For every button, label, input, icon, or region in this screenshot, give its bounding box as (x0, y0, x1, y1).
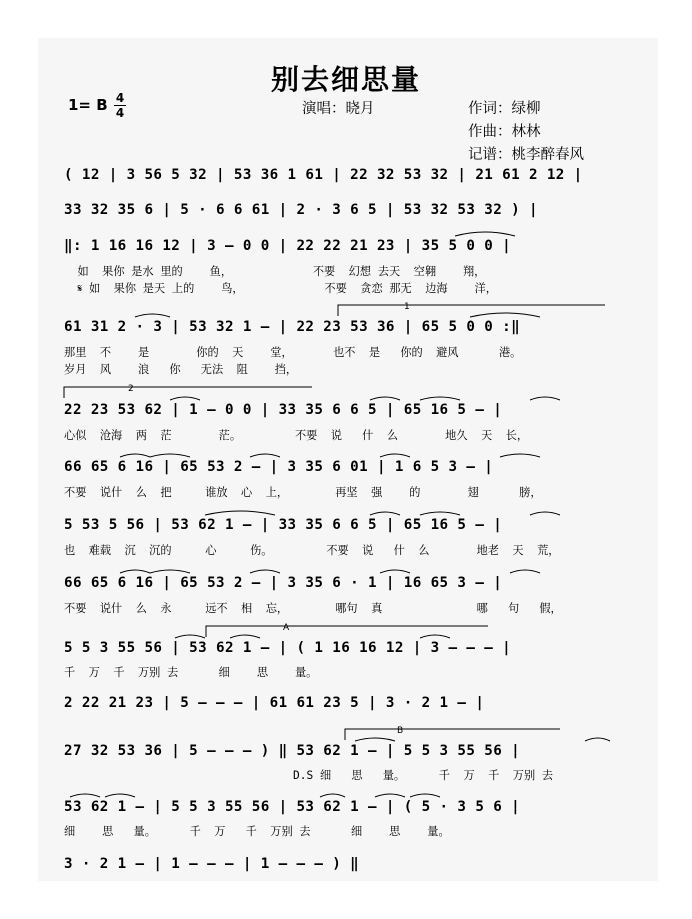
volta-1-bracket (338, 305, 605, 316)
slur-mark (105, 794, 135, 797)
lyric-line-12: 细 思 量。 千 万 千 万别 去 细 思 量。 (64, 825, 450, 838)
music-line-4: 61 31 2 · 3 | 53 32 1 – | 22 23 53 36 | 65 5 0 0 :‖ (64, 319, 521, 335)
transcriber-credit: 记谱：桃李醉春风 (468, 147, 584, 163)
slur-mark (150, 454, 190, 457)
music-line-2: 33 32 35 6 | 5 · 6 6 61 | 2 · 3 6 5 | 53 32 53 32 ) | (64, 202, 538, 218)
section-a-label: A (283, 623, 290, 633)
slur-mark (355, 738, 395, 741)
lyricist-credit: 作词：绿柳 (468, 101, 541, 117)
slur-mark (320, 794, 345, 797)
music-line-9: 5 5 3 55 56 | 53 62 1 – | ( 1 16 16 12 | 3 – – – | (64, 640, 512, 656)
volta-2-label: 2 (128, 384, 134, 394)
music-line-12: 53 62 1 – | 5 5 3 55 56 | 53 62 1 – | ( 5 · 3 5 6 | (64, 799, 521, 815)
slur-mark (230, 635, 260, 638)
slur-mark (120, 454, 150, 457)
slur-mark (530, 512, 560, 515)
time-signature-bottom: 4 (115, 106, 125, 120)
lyric-line-11: D.S 细 思 量。 千 万 千 万别 去 (64, 769, 554, 782)
music-line-11: 27 32 53 36 | 5 – – – ) ‖ 53 62 1 – | 5 5 3 55 56 | (64, 743, 521, 759)
composer-credit: 作曲：林林 (468, 124, 541, 140)
volta-2-bracket (64, 387, 312, 398)
slur-mark (510, 570, 540, 573)
lyric-line-6: 不要 说什 么 把 谁放 心 上， 再坚 强 的 翅 膀， (64, 486, 542, 499)
slur-mark (250, 454, 280, 457)
volta-1-label: 1 (404, 302, 410, 312)
lyric-line-8: 不要 说什 么 永 远不 相 忘， 哪句 真 哪 句 假， (64, 602, 562, 615)
music-line-8: 66 65 6 16 | 65 53 2 – | 3 35 6 · 1 | 16 65 3 – | (64, 575, 503, 591)
singer-credit: 演唱：晓月 (302, 101, 375, 117)
slur-mark (410, 794, 440, 797)
slur-mark (150, 570, 190, 573)
music-line-1: ( 12 | 3 56 5 32 | 53 36 1 61 | 22 32 53 32 | 21 61 2 12 | (64, 167, 583, 183)
slur-mark (250, 570, 280, 573)
lyric-line-9: 千 万 千 万别 去 细 思 量。 (64, 666, 318, 679)
slur-mark (375, 794, 405, 797)
slur-mark (500, 454, 540, 457)
music-line-7: 5 53 5 56 | 53 62 1 – | 33 35 6 6 5 | 65 16 5 – | (64, 517, 503, 533)
slur-mark (120, 570, 150, 573)
slur-mark (205, 511, 275, 515)
slur-mark (380, 570, 410, 573)
slur-mark (455, 232, 515, 236)
music-line-6: 66 65 6 16 | 65 53 2 – | 3 35 6 01 | 1 6 5 3 – | (64, 459, 494, 475)
slur-mark (420, 512, 460, 515)
section-b-label: B (397, 726, 404, 736)
slur-mark (420, 635, 450, 638)
lyric-line-5: 心似 沧海 两 茫 茫。 不要 说 什 么 地久 天 长， (64, 429, 529, 442)
slur-mark (585, 738, 610, 741)
music-line-10: 2 22 21 23 | 5 – – – | 61 61 23 5 | 3 · 2 1 – | (64, 695, 485, 711)
slur-mark (370, 512, 400, 515)
slur-mark (70, 794, 100, 797)
lyric-line-4-2: 岁月 风 浪 你 无法 阻 挡， (64, 363, 298, 376)
slur-mark (135, 314, 170, 317)
key-signature: 1= B (68, 96, 108, 114)
lyric-line-7: 也 难载 沉 沉的 心 伤。 不要 说 什 么 地老 天 荒， (64, 544, 560, 557)
slur-mark (370, 397, 400, 400)
music-line-13: 3 · 2 1 – | 1 – – – | 1 – – – ) ‖ (64, 856, 360, 872)
slur-mark (530, 397, 560, 400)
music-line-3: ‖: 1 16 16 12 | 3 – 0 0 | 22 22 21 23 | 35 5 0 0 | (64, 238, 512, 254)
slur-mark (380, 454, 410, 457)
time-signature-top: 4 (115, 91, 125, 105)
slur-mark (170, 397, 200, 400)
lyric-line-3-1: 如 果你 是水 里的 鱼， 不要 幻想 去天 空翱 翔， (64, 265, 486, 278)
slur-mark (420, 397, 460, 400)
lyric-line-4-1: 那里 不 是 你的 天 堂， 也不 是 你的 避风 港。 (64, 346, 522, 359)
music-line-5: 22 23 53 62 | 1 – 0 0 | 33 35 6 6 5 | 65 16 5 – | (64, 402, 503, 418)
slur-mark (470, 313, 540, 317)
slur-mark (175, 635, 205, 638)
song-title: 别去细思量 (270, 63, 421, 96)
lyric-line-3-2: 𝄋 如 果你 是天 上的 鸟， 不要 贪恋 那无 边海 洋， (64, 282, 497, 295)
